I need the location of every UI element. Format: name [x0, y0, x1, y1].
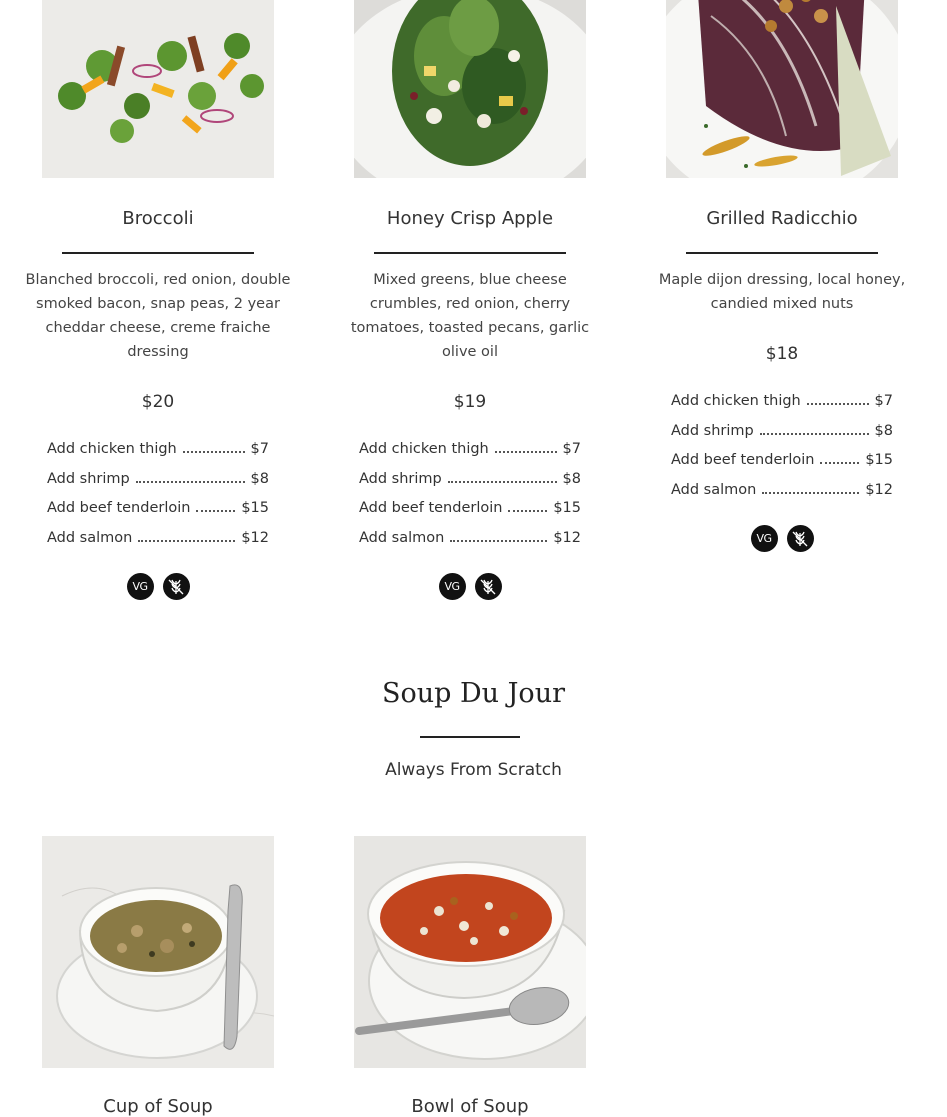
addon-leader-dots: [448, 481, 557, 483]
section-divider: [420, 736, 520, 738]
addon-list: [359, 441, 581, 559]
diet-badges: [632, 525, 932, 552]
title-divider: [62, 252, 254, 254]
addon-price: $12: [241, 529, 269, 546]
addon-leader-dots: [196, 510, 235, 512]
addon-list: [47, 441, 269, 559]
dish-description: Blanched broccoli, red onion, double smoked bacon, snap peas, 2 year cheddar cheese, creme fraiche dressing: [25, 272, 291, 360]
addon-label: Add salmon: [359, 529, 445, 546]
dish-price: $18: [765, 344, 799, 364]
dish-price: $20: [141, 392, 175, 412]
addon-item: [359, 530, 581, 560]
dish-description: Mixed greens, blue cheese crumbles, red onion, cherry tomatoes, toasted pecans, garlic olive oil: [350, 272, 590, 360]
addon-leader-dots: [807, 403, 869, 405]
section-title: Soup Du Jour: [381, 678, 565, 709]
addon-item: [671, 452, 893, 482]
menu-item-honey-crisp-apple: [320, 207, 620, 600]
addon-price: $15: [553, 500, 581, 517]
diet-badges: [8, 573, 308, 600]
addon-leader-dots: [136, 481, 245, 483]
addon-price: $8: [874, 422, 893, 439]
broccoli-salad-photo: [42, 0, 274, 178]
addon-item: [359, 441, 581, 471]
gluten-free-icon: [163, 573, 190, 600]
addon-label: Add shrimp: [671, 422, 754, 439]
addon-item: [671, 482, 893, 512]
addon-leader-dots: [450, 540, 547, 542]
dish-description: Maple dijon dressing, local honey, candied mixed nuts: [658, 272, 906, 312]
addon-leader-dots: [762, 492, 859, 494]
addon-price: $7: [250, 441, 269, 457]
vegetarian-badge: VG: [439, 573, 466, 600]
addon-item: [47, 530, 269, 560]
addon-leader-dots: [495, 451, 557, 453]
title-divider: [374, 252, 566, 254]
addon-label: Add beef tenderloin: [359, 500, 503, 517]
gluten-free-icon: [787, 525, 814, 552]
soup-item-title: Cup of Soup: [103, 1096, 213, 1117]
bowl-of-soup-photo: [354, 836, 586, 1068]
addon-label: Add chicken thigh: [671, 393, 801, 409]
addon-leader-dots: [820, 462, 859, 464]
addon-item: [47, 471, 269, 501]
diet-badges: [320, 573, 620, 600]
cup-of-soup-photo: [42, 836, 274, 1068]
addon-label: Add chicken thigh: [359, 441, 489, 457]
dish-title: Broccoli: [122, 208, 194, 229]
addon-price: $8: [250, 470, 269, 487]
title-divider: [686, 252, 878, 254]
addon-label: Add shrimp: [47, 470, 130, 487]
radicchio-photo: [666, 0, 898, 178]
dish-price: $19: [453, 392, 487, 412]
addon-list: [671, 393, 893, 511]
addon-price: $8: [562, 470, 581, 487]
section-subtitle: Always From Scratch: [385, 760, 562, 780]
soup-item-title: Bowl of Soup: [411, 1096, 529, 1117]
addon-item: [47, 441, 269, 471]
addon-item: [359, 500, 581, 530]
addon-label: Add salmon: [47, 529, 133, 546]
addon-item: [47, 500, 269, 530]
addon-price: $12: [865, 481, 893, 498]
addon-label: Add beef tenderloin: [47, 500, 191, 517]
gluten-free-icon: [475, 573, 502, 600]
addon-item: [671, 393, 893, 423]
addon-price: $7: [874, 393, 893, 409]
vegetarian-badge: VG: [751, 525, 778, 552]
addon-item: [671, 423, 893, 453]
addon-leader-dots: [508, 510, 547, 512]
apple-salad-photo: [354, 0, 586, 178]
addon-leader-dots: [183, 451, 245, 453]
addon-leader-dots: [760, 433, 869, 435]
dish-title: Grilled Radicchio: [706, 208, 858, 229]
addon-item: [359, 471, 581, 501]
menu-item-grilled-radicchio: [632, 207, 932, 552]
addon-price: $7: [562, 441, 581, 457]
addon-label: Add chicken thigh: [47, 441, 177, 457]
addon-leader-dots: [138, 540, 235, 542]
dish-title: Honey Crisp Apple: [386, 208, 554, 229]
addon-label: Add salmon: [671, 481, 757, 498]
vegetarian-badge: VG: [127, 573, 154, 600]
addon-price: $15: [241, 500, 269, 517]
addon-price: $12: [553, 529, 581, 546]
addon-label: Add beef tenderloin: [671, 452, 815, 469]
menu-item-broccoli: [8, 207, 308, 600]
addon-price: $15: [865, 452, 893, 469]
addon-label: Add shrimp: [359, 470, 442, 487]
